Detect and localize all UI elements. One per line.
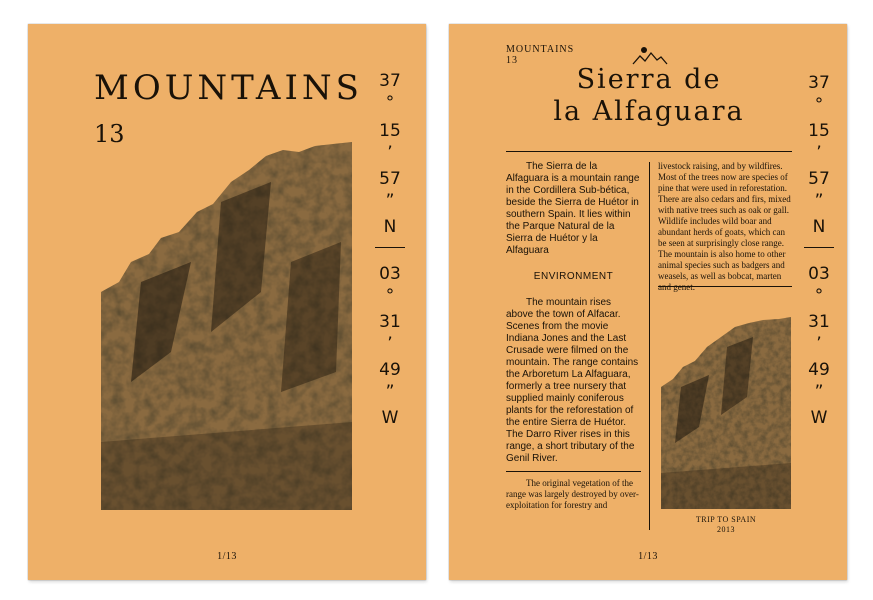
left-page: [28, 24, 426, 580]
coord-lon-min-symbol: ’: [816, 334, 822, 354]
mountain-photo-small: [661, 317, 791, 509]
caption-line1: TRIP TO SPAIN: [695, 515, 757, 524]
coord-lat-min-symbol: ’: [816, 143, 822, 163]
right-page: [449, 24, 847, 580]
coord-lat-sec-symbol: ”: [385, 191, 395, 211]
coord-lat-sec: 57: [379, 169, 401, 189]
right-column: [658, 161, 792, 293]
right-column-divider: [658, 286, 792, 287]
coord-divider: [804, 247, 834, 248]
coord-lat-deg-symbol: °: [385, 93, 395, 113]
coord-lon-dir: W: [381, 408, 399, 428]
article-title-line1: Sierra de: [576, 64, 722, 95]
coord-lon-sec-symbol: ”: [814, 382, 824, 402]
page-folio: 1/13: [217, 551, 237, 562]
photo-caption: [661, 515, 791, 535]
coord-divider: [375, 247, 405, 248]
kicker: [506, 44, 574, 66]
coord-lon-dir: W: [810, 408, 828, 428]
kicker-issue: 13: [506, 55, 518, 66]
vegetation-paragraph: The original vegetation of the range was largely destroyed by over-exploitation for forestry and: [506, 478, 639, 510]
issue-number: 13: [94, 120, 125, 148]
coord-lat-sec-symbol: ”: [814, 191, 824, 211]
coord-lon-sec: 49: [379, 360, 401, 380]
coord-lon-min: 31: [808, 312, 830, 332]
caption-line2: 2013: [717, 525, 735, 534]
coord-lat-sec: 57: [808, 169, 830, 189]
coord-lon-sec: 49: [808, 360, 830, 380]
coord-lat-dir: N: [383, 217, 397, 237]
coord-lon-sec-symbol: ”: [385, 382, 395, 402]
coord-lon-deg: 03: [808, 264, 830, 284]
magazine-title: MOUNTAINS: [94, 68, 363, 108]
coord-lon-deg-symbol: °: [814, 286, 824, 306]
coord-lat-deg: 37: [808, 73, 830, 93]
coord-lat-min: 15: [379, 121, 401, 141]
left-column: [506, 161, 641, 511]
coord-lon-deg-symbol: °: [385, 286, 395, 306]
coord-lat-min-symbol: ’: [387, 143, 393, 163]
article-title-line2: la Alfaguara: [553, 96, 745, 127]
kicker-title: MOUNTAINS: [506, 44, 575, 55]
vegetation-continued: livestock raising, and by wildfires. Most of the trees now are species of pine that were used in reforestation. There are also cedars and firs, mixed with native trees such as oak or gall. Wildlife includes wild boar and abundant herds of goats, which can be seen at surprisingly close range. The mountain is also home to other animal species such as badgers and weasels, as well as bobcat, marten and genet.: [658, 161, 791, 292]
section-heading: ENVIRONMENT: [533, 271, 614, 282]
intro-paragraph: The Sierra de la Alfaguara is a mountain range in the Cordillera Sub-bética, beside the Sierra de Huétor in southern Spain. It lies within the Parque Natural de la Sierra de Huétor y la Alfaguara: [506, 161, 640, 256]
title-divider: [506, 151, 792, 152]
coord-lon-min-symbol: ’: [387, 334, 393, 354]
environment-paragraph: The mountain rises above the town of Alfacar. Scenes from the movie Indiana Jones and the Last Crusade were filmed on the mountain. The range contains the Arboretum La Alfaguara, formerly a tree nursery that supplied mainly coniferous plants for the reforestation of the entire Sierra de Huétor. The Darro River rises in this range, a short tributary of the Genil River.: [506, 297, 639, 464]
coord-lat-min: 15: [808, 121, 830, 141]
column-separator: [649, 162, 650, 530]
coord-lat-deg-symbol: °: [814, 95, 824, 115]
coord-lon-deg: 03: [379, 264, 401, 284]
coord-lon-min: 31: [379, 312, 401, 332]
article-title: [509, 64, 789, 128]
coord-lat-deg: 37: [379, 71, 401, 91]
column-divider: [506, 471, 641, 472]
page-folio: 1/13: [638, 551, 658, 562]
mountain-photo: [101, 142, 352, 510]
coord-lat-dir: N: [812, 217, 826, 237]
